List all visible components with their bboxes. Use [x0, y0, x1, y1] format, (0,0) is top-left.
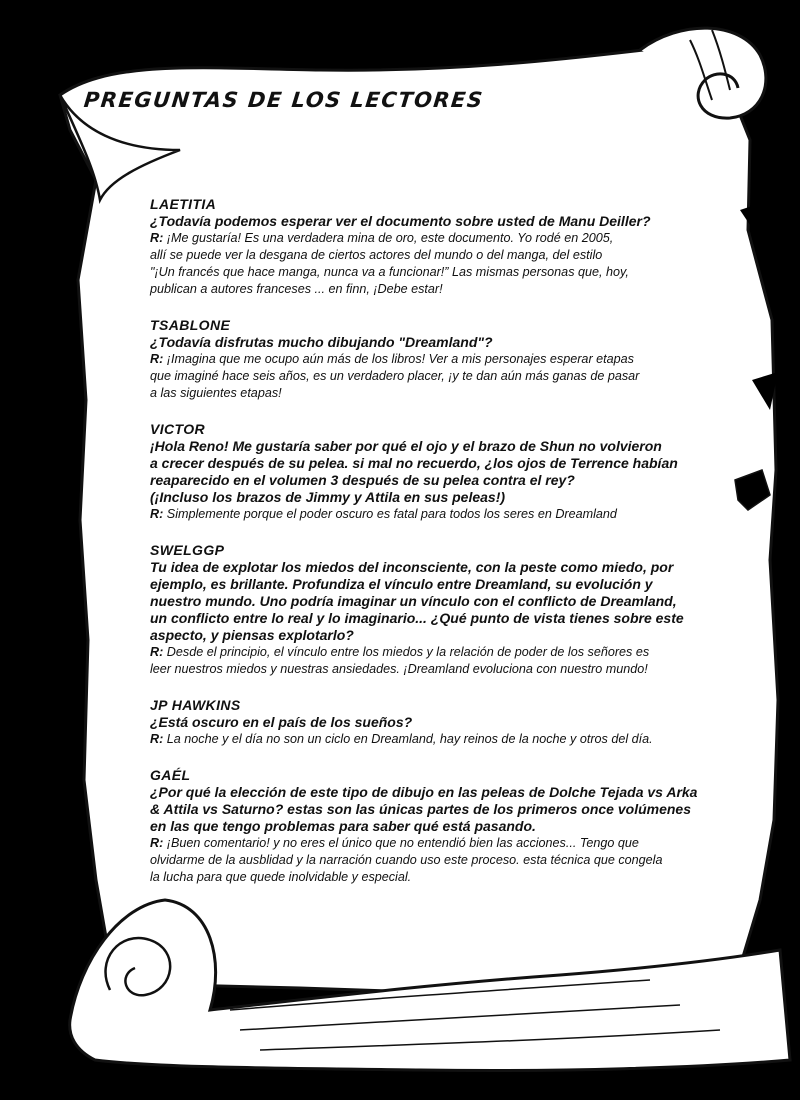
question-text: ¿Está oscuro en el país de los sueños? — [150, 714, 413, 730]
question-text: Tu idea de explotar los miedos del inconsciente, con la peste como miedo, por ejemplo, es brillante. Profundiza el vínculo entre Dreamland, su evolución y nuestro mundo. Uno podría imaginar un vínculo con el conflicto de Dreamland, un conflicto entre lo real y lo imaginario... ¿Qué punto de vista tienes sobre este aspecto, y piensas explotarlo? — [150, 559, 684, 643]
reader-name: LAETITIA — [150, 196, 217, 212]
answer-text — [150, 644, 730, 678]
answer-text — [150, 506, 730, 523]
question-text: ¿Por qué la elección de este tipo de dibujo en las peleas de Dolche Tejada vs Arka & Attila vs Saturno? estas son las únicas partes de los primeros once volúmenes en las que tengo problemas para saber qué está pasando. — [150, 784, 698, 834]
qa-entry — [150, 196, 730, 298]
answer-prefix: R: — [150, 732, 164, 746]
answer-body: Simplemente porque el poder oscuro es fatal para todos los seres en Dreamland — [163, 507, 617, 521]
answer-prefix: R: — [150, 645, 164, 659]
question-text: ¿Todavía podemos esperar ver el documento sobre usted de Manu Deiller? — [150, 213, 651, 229]
answer-text — [150, 731, 730, 748]
qa-entry — [150, 697, 730, 748]
answer-body: La noche y el día no son un ciclo en Dreamland, hay reinos de la noche y otros del día. — [163, 732, 653, 746]
answer-body: ¡Imagina que me ocupo aún más de los libros! Ver a mis personajes esperar etapas que imaginé hace seis años, es un verdadero placer, ¡y te dan aún más ganas de pasar a las siguientes etapas! — [150, 352, 640, 400]
reader-name: TSABLONE — [150, 317, 231, 333]
qa-entry — [150, 542, 730, 678]
reader-name: JP HAWKINS — [150, 697, 241, 713]
question-text: ¡Hola Reno! Me gustaría saber por qué el ojo y el brazo de Shun no volvieron a crecer después de su pelea. si mal no recuerdo, ¿los ojos de Terrence habían reaparecido en el volumen 3 después de su pelea contra el rey? (¡Incluso los brazos de Jimmy y Attila en sus peleas!) — [150, 438, 678, 505]
answer-body: ¡Buen comentario! y no eres el único que no entendió bien las acciones... Tengo que olvidarme de la ausblidad y la narración cuando uso este proceso. esta técnica que congela la lucha para que quede inolvidable y especial. — [150, 836, 663, 884]
question-text: ¿Todavía disfrutas mucho dibujando "Dreamland"? — [150, 334, 493, 350]
reader-questions-list — [150, 196, 730, 905]
qa-entry — [150, 767, 730, 886]
qa-entry — [150, 317, 730, 402]
answer-prefix: R: — [150, 352, 164, 366]
answer-prefix: R: — [150, 231, 164, 245]
answer-text — [150, 230, 730, 298]
qa-entry — [150, 421, 730, 523]
reader-name: SWELGGP — [150, 542, 225, 558]
answer-text — [150, 835, 730, 886]
reader-name: GAÉL — [150, 767, 191, 783]
answer-prefix: R: — [150, 507, 164, 521]
answer-body: Desde el principio, el vínculo entre los miedos y la relación de poder de los señores es leer nuestros miedos y nuestras ansiedades. ¡Dreamland evoluciona con nuestro mundo! — [150, 645, 650, 676]
answer-body: ¡Me gustaría! Es una verdadera mina de oro, este documento. Yo rodé en 2005, allí se puede ver la desgana de ciertos actores del mundo o del manga, del estilo "¡Un francés que hace manga, nunca va a funcionar!” Las mismas personas que, hoy, publican a autores franceses ... en finn, ¡Debe estar! — [150, 231, 629, 296]
reader-name: VICTOR — [150, 421, 206, 437]
answer-text — [150, 351, 730, 402]
page-title: PREGUNTAS DE LOS LECTORES — [82, 88, 485, 112]
answer-prefix: R: — [150, 836, 164, 850]
